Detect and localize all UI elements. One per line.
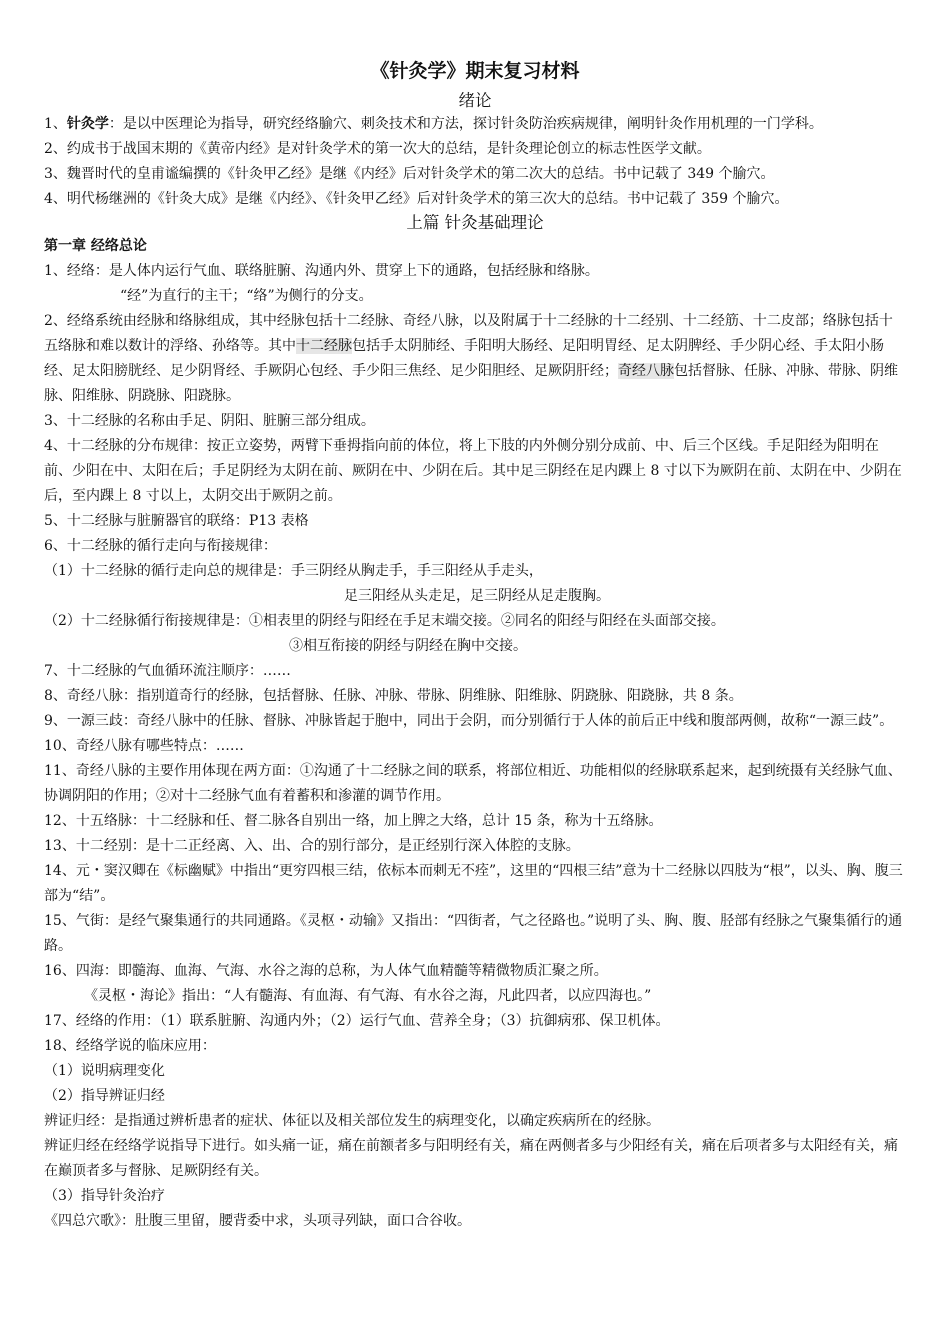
intro-heading: 绪论	[458, 91, 492, 110]
item-5: 5、十二经脉与脏腑器官的联络：P13 表格	[44, 513, 309, 529]
item-4: 4、十二经脉的分布规律：按正立姿势，两臂下垂拇指向前的体位，将上下肢的内外侧分别分成前、中、后三个区线。手足阳经为阳明在前、少阳在中、太阳在后；手足阴经为太阴在前、厥阴在中、少阴在后。其中足三阴经在足内踝上 8 寸以下为厥阴在前、太阴在中、少阴在后，至内踝上 8 寸以上，太阴交出于厥阴之前。	[44, 438, 902, 504]
item-2: 2、经络系统由经脉和络脉组成，其中经脉包括十二经脉、奇经八脉，以及附属于十二经脉的十二经别、十二经筋、十二皮部；络脉包括十五络脉和难以数计的浮络、孙络等。其中十二经脉包括手太阴肺经、手阳明大肠经、足阳明胃经、足太阴脾经、手少阴心经、手太阳小肠经、足太阳膀胱经、足少阴肾经、手厥阴心包经、手少阳三焦经、足少阳胆经、足厥阴肝经；奇经八脉包括督脉、任脉、冲脉、带脉、阴维脉、阳维脉、阴跷脉、阳跷脉。	[44, 313, 898, 404]
item-18-2-def: 辨证归经：是指通过辨析患者的症状、体征以及相关部位发生的病理变化，以确定疾病所在的经脉。	[44, 1113, 660, 1129]
intro-item-2: 2、约成书于战国末期的《黄帝内经》是对针灸学术的第一次大的总结，是针灸理论创立的标志性医学文献。	[44, 141, 711, 157]
item-7: 7、十二经脉的气血循环流注顺序：……	[44, 663, 291, 679]
item-18-2-example: 辨证归经在经络学说指导下进行。如头痛一证，痛在前额者多与阳明经有关，痛在两侧者多与少阳经有关，痛在后项者多与太阳经有关，痛在巅顶者多与督脉、足厥阴经有关。	[44, 1138, 898, 1179]
item-1-note: “经”为直行的主干；“络”为侧行的分支。	[120, 288, 373, 304]
intro-item-1: 1、针灸学：是以中医理论为指导，研究经络腧穴、刺灸技术和方法，探讨针灸防治疾病规律，阐明针灸作用机理的一门学科。	[44, 116, 823, 132]
item-6: 6、十二经脉的循行走向与衔接规律：	[44, 538, 277, 554]
item-6-1-cont: 足三阳经从头走足，足三阴经从足走腹胸。	[344, 588, 610, 604]
item-18-2: （2）指导辨证归经	[44, 1088, 165, 1104]
document-title: 《针灸学》期末复习材料	[370, 60, 580, 82]
item-10: 10、奇经八脉有哪些特点：……	[44, 738, 244, 754]
item-16-quote: 《灵枢・海论》指出：“人有髓海、有血海、有气海、有水谷之海，凡此四者，以应四海也。”	[84, 988, 652, 1004]
item-11: 11、奇经八脉的主要作用体现在两方面：①沟通了十二经脉之间的联系，将部位相近、功能相似的经脉联系起来，起到统摄有关经脉气血、协调阴阳的作用；②对十二经脉气血有着蓄积和渗灌的调节作用。	[44, 763, 902, 804]
part-heading: 上篇 针灸基础理论	[406, 213, 544, 232]
item-6-1: （1）十二经脉的循行走向总的规律是：手三阴经从胸走手，手三阳经从手走头，	[44, 563, 543, 579]
item-18-3-song: 《四总穴歌》：肚腹三里留，腰背委中求，头项寻列缺，面口合谷收。	[44, 1213, 471, 1229]
item-16: 16、四海：即髓海、血海、气海、水谷之海的总称，为人体气血精髓等精微物质汇聚之所。	[44, 963, 608, 979]
item-1: 1、经络：是人体内运行气血、联络脏腑、沟通内外、贯穿上下的通路，包括经脉和络脉。	[44, 263, 599, 279]
item-6-2: （2）十二经脉循行衔接规律是：①相表里的阴经与阳经在手足末端交接。②同名的阳经与阳经在头面部交接。	[44, 613, 725, 629]
intro-item-3: 3、魏晋时代的皇甫谧编撰的《针灸甲乙经》是继《内经》后对针灸学术的第二次大的总结。书中记载了 349 个腧穴。	[44, 166, 775, 182]
item-6-2-cont: ③相互衔接的阴经与阴经在胸中交接。	[289, 638, 527, 654]
item-9: 9、一源三歧：奇经八脉中的任脉、督脉、冲脉皆起于胞中，同出于会阴，而分别循行于人体的前后正中线和腹部两侧，故称“一源三歧”。	[44, 713, 894, 729]
item-14: 14、元・窦汉卿在《标幽赋》中指出“更穷四根三结，依标本而刺无不痊”，这里的“四根三结”意为十二经脉以四肢为“根”，以头、胸、腹三部为“结”。	[44, 863, 903, 904]
item-3: 3、十二经脉的名称由手足、阴阳、脏腑三部分组成。	[44, 413, 375, 429]
highlight-shier-jingmai: 十二经脉	[296, 338, 352, 354]
chapter-heading: 第一章 经络总论	[44, 238, 147, 254]
item-8: 8、奇经八脉：指别道奇行的经脉，包括督脉、任脉、冲脉、带脉、阴维脉、阳维脉、阴跷脉、阳跷脉，共 8 条。	[44, 688, 743, 704]
item-12: 12、十五络脉：十二经脉和任、督二脉各自别出一络，加上脾之大络，总计 15 条，称为十五络脉。	[44, 813, 663, 829]
intro-item-4: 4、明代杨继洲的《针灸大成》是继《内经》、《针灸甲乙经》后对针灸学术的第三次大的总结。书中记载了 359 个腧穴。	[44, 191, 789, 207]
item-18: 18、经络学说的临床应用：	[44, 1038, 216, 1054]
item-17: 17、经络的作用：（1）联系脏腑、沟通内外；（2）运行气血、营养全身；（3）抗御病邪、保卫机体。	[44, 1013, 670, 1029]
item-13: 13、十二经别：是十二正经离、入、出、合的别行部分，是正经别行深入体腔的支脉。	[44, 838, 580, 854]
item-18-3: （3）指导针灸治疗	[44, 1188, 165, 1204]
item-18-1: （1）说明病理变化	[44, 1063, 165, 1079]
item-15: 15、气街：是经气聚集通行的共同通路。《灵枢・动输》又指出：“四街者，气之径路也。”说明了头、胸、腹、胫部有经脉之气聚集循行的通路。	[44, 913, 903, 954]
highlight-qijing-bamai: 奇经八脉	[618, 363, 674, 379]
term-zhenjiuxue: 针灸学	[66, 116, 109, 132]
